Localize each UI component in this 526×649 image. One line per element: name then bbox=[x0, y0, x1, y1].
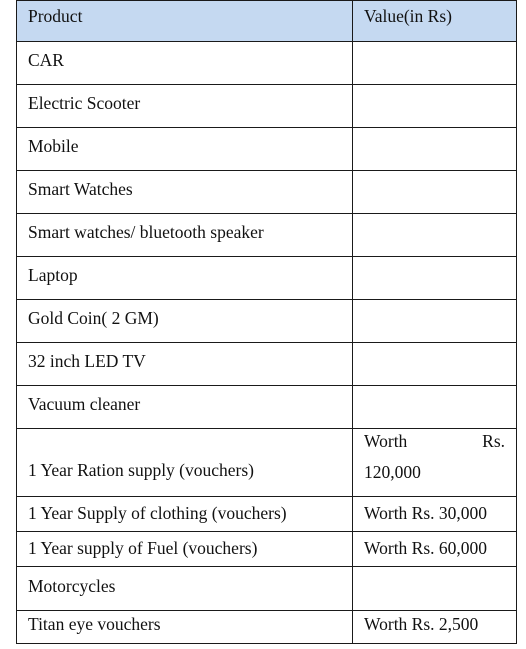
table-row bbox=[17, 386, 517, 429]
value-cell: Worth Rs. 2,500 bbox=[353, 611, 517, 644]
value-cell bbox=[353, 42, 517, 85]
value-cell bbox=[353, 85, 517, 128]
value-cell bbox=[353, 386, 517, 429]
product-cell: Electric Scooter bbox=[17, 85, 353, 128]
table-row bbox=[17, 128, 517, 171]
prize-table bbox=[16, 0, 517, 644]
header-product: Product bbox=[17, 1, 353, 42]
value-cell bbox=[353, 429, 517, 497]
value-cell bbox=[353, 257, 517, 300]
product-cell: Smart Watches bbox=[17, 171, 353, 214]
table-row bbox=[17, 497, 517, 532]
product-cell: 1 Year Supply of clothing (vouchers) bbox=[17, 497, 353, 532]
value-line-2: 120,000 bbox=[364, 462, 421, 482]
value-cell: Worth Rs. 30,000 bbox=[353, 497, 517, 532]
product-cell: 1 Year Ration supply (vouchers) bbox=[17, 429, 353, 497]
product-cell: Gold Coin( 2 GM) bbox=[17, 300, 353, 343]
value-word-rs: Rs. bbox=[482, 431, 505, 451]
product-cell: Vacuum cleaner bbox=[17, 386, 353, 429]
table-row bbox=[17, 343, 517, 386]
table-row bbox=[17, 532, 517, 567]
table-row bbox=[17, 257, 517, 300]
value-cell bbox=[353, 567, 517, 611]
product-cell: Titan eye vouchers bbox=[17, 611, 353, 644]
table-row bbox=[17, 171, 517, 214]
product-cell: 1 Year supply of Fuel (vouchers) bbox=[17, 532, 353, 567]
value-cell: Worth Rs. 60,000 bbox=[353, 532, 517, 567]
table-row bbox=[17, 42, 517, 85]
table-row bbox=[17, 214, 517, 257]
table-row bbox=[17, 300, 517, 343]
value-word-worth: Worth bbox=[364, 431, 408, 451]
table-header-row bbox=[17, 1, 517, 42]
product-cell: Laptop bbox=[17, 257, 353, 300]
product-cell: CAR bbox=[17, 42, 353, 85]
header-value: Value(in Rs) bbox=[353, 1, 517, 42]
table-row bbox=[17, 429, 517, 497]
product-cell: 32 inch LED TV bbox=[17, 343, 353, 386]
value-cell bbox=[353, 214, 517, 257]
product-cell: Motorcycles bbox=[17, 567, 353, 611]
value-line-1 bbox=[364, 431, 505, 452]
value-cell bbox=[353, 171, 517, 214]
table-row bbox=[17, 85, 517, 128]
value-cell bbox=[353, 343, 517, 386]
product-cell: Mobile bbox=[17, 128, 353, 171]
value-cell bbox=[353, 300, 517, 343]
product-cell: Smart watches/ bluetooth speaker bbox=[17, 214, 353, 257]
table-row bbox=[17, 567, 517, 611]
value-cell bbox=[353, 128, 517, 171]
table-row bbox=[17, 611, 517, 644]
